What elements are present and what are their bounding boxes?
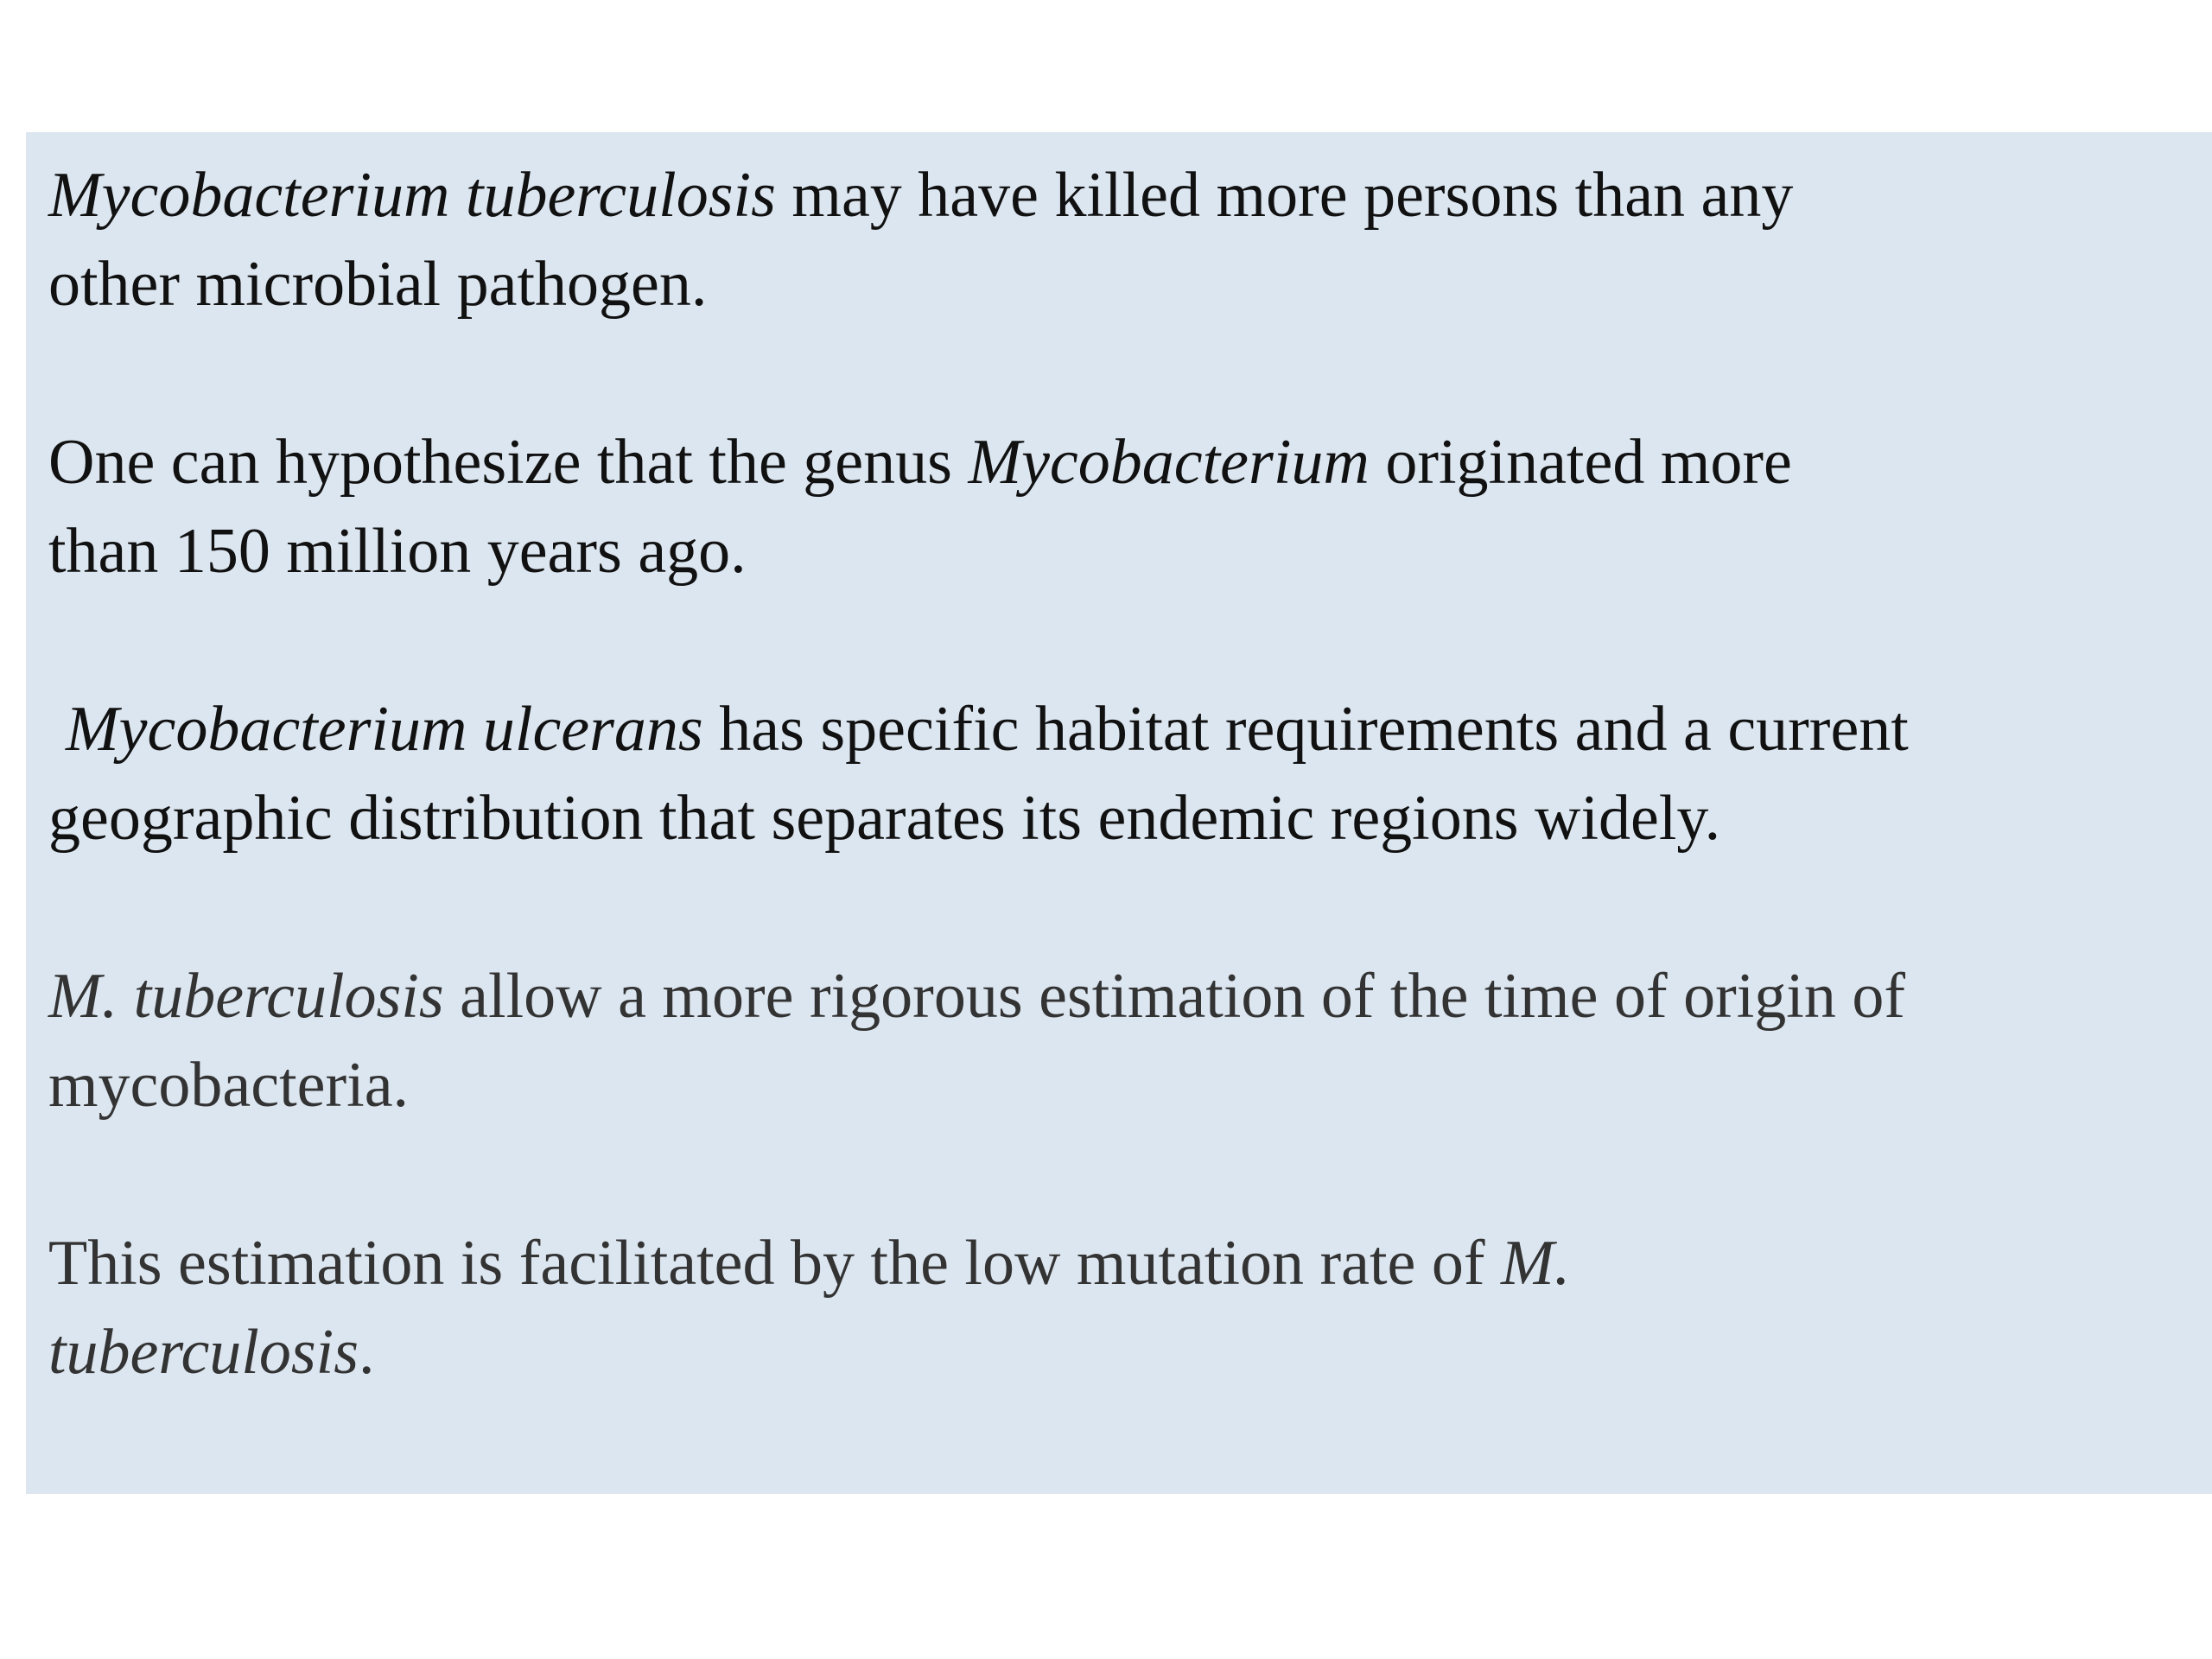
paragraph-3 [48, 685, 2190, 863]
paragraph-5-text: This estimation is facilitated by the low mutation rate of [48, 1228, 1502, 1299]
paragraph-3-species: Mycobacterium ulcerans [66, 694, 703, 765]
paragraph-1-species: Mycobacterium tuberculosis [48, 160, 776, 231]
paragraph-4 [48, 952, 2190, 1130]
paragraph-5-species-abbrev: M. [1501, 1228, 1571, 1299]
paragraph-1-text: may have killed more persons than any [775, 160, 1794, 231]
paragraph-5-species-cont: tuberculosis [48, 1317, 359, 1388]
paragraph-5 [48, 1219, 2190, 1397]
paragraph-3-text: has specific habitat requirements and a current [702, 694, 1909, 765]
paragraph-5-period: . [359, 1317, 375, 1388]
paragraph-2 [48, 418, 2190, 596]
paragraph-4-text: allow a more rigorous estimation of the time of origin of [443, 961, 1906, 1032]
paragraph-2-text: One can hypothesize that the genus [48, 427, 969, 498]
paragraph-2-genus: Mycobacterium [968, 427, 1370, 498]
paragraph-1 [48, 151, 2190, 329]
paragraph-4-text-cont: mycobacteria. [48, 1050, 410, 1121]
paragraph-2-text-end: originated more [1369, 427, 1792, 498]
paragraph-2-text-cont: than 150 million years ago. [48, 516, 747, 587]
text-box [26, 132, 2212, 1494]
paragraph-1-text-cont: other microbial pathogen. [48, 249, 708, 320]
paragraph-3-text-cont: geographic distribution that separates its endemic regions widely. [48, 783, 1721, 854]
paragraph-4-species: M. tuberculosis [48, 961, 444, 1032]
